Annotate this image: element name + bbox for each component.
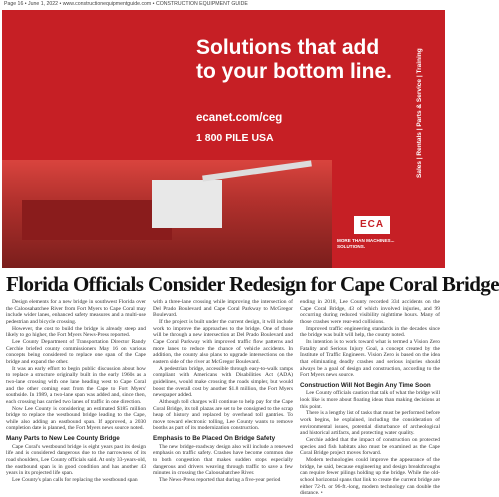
section-heading: Emphasis to Be Placed On Bridge Safety: [153, 435, 276, 443]
equipment-cab-shape: [152, 180, 222, 228]
section-heading: Construction Will Not Begin Any Time Soon: [300, 381, 431, 389]
article-paragraph: Lee County's plan calls for replacing the westbound span: [12, 476, 138, 483]
article-paragraph: Now Lee County is considering an estimated $185 million bridge to replace the westbound bridge leading to the Cape, while also adding an eastbound span. If approved, a 2030 completion date is planned, the Fort Myers news source noted.: [6, 405, 146, 432]
article-paragraph: The new bridge-roadway design also will include a renewed emphasis on traffic safety. Crashes have become common due to both congestion that makes sudden stops especially dangerous and drivers weaving through traffic to save a few minutes in crossing the Caloosahatchee River.: [153, 443, 293, 477]
article-paragraph: Design elements for a new bridge in southwest Florida over the Caloosahatchee River from Fort Myers to Cape Coral may include wider lanes, enhanced safety measures and a multi-use pedestrian and bicycle crossing.: [6, 299, 146, 325]
running-head: Page 16 • June 1, 2022 • www.constructionequipmentguide.com • CONSTRUCTION EQUIPMENT GUIDE: [4, 1, 248, 7]
article-paragraph: It was an early effort to begin public discussion about how to replace a structure originally built in the early 1960s as a two-lane crossing with one lane heading west to Cape Coral and the other coming east from the Cape to Fort Myers' southside. In 1989, a two-lane span was added and, since then, each crossing has carried two lanes of traffic in one direction.: [6, 365, 146, 405]
eca-logo: ECA: [354, 216, 390, 234]
equipment-photo: [2, 160, 332, 268]
article-paragraph: Improved traffic engineering standards in the decades since the bridge was built will help, the county noted.: [300, 325, 440, 339]
article-paragraph: Modern technologies could improve the appearance of the bridge, he said, because engineering and design breakthroughs can require fewer pilings holding up the bridge. While the old-school horizontal spans that link to create the current bridge are either 72-ft. or 96-ft.-long, modern technology can double the distance. •: [300, 456, 440, 497]
ad-phone-number: 1 800 PILE USA: [196, 132, 274, 144]
equipment-arm-shape: [202, 160, 312, 181]
article-column-2: [153, 299, 293, 484]
article-paragraph: There is a lengthy list of tasks that must be performed before work begins, he explained, including the consideration of environmental issues, potential disturbance of archeological and historical artifacts, and protecting water quality.: [300, 410, 440, 437]
article-paragraph: Although toll charges will continue to help pay for the Cape Coral Bridge, its toll plazas are set to be consigned to the scrap heap of history and replaced by overhead toll gantries. To move toward electronic tolling, Lee County wants to remove booths as part of its modernization construction.: [153, 398, 293, 432]
ad-services-list: Sales | Rentals | Parts & Service | Training: [416, 48, 423, 178]
section-heading: Many Parts to New Lee County Bridge: [6, 435, 120, 443]
article-paragraph: The News-Press reported that during a five-year period: [159, 476, 281, 483]
article-paragraph: Cerchie added that the impact of construction on protected species and fish habitats also must be examined as the Cape Coral Bridge project moves forward.: [300, 436, 440, 457]
article-paragraph: Lee County Department of Transportation Director Randy Cerchie briefed county commissioners May 16 on various concepts being considered to replace one span of the Cape bridge and expand the other.: [6, 338, 146, 365]
article-paragraph: Lee County officials caution that talk of what the bridge will look like is more about floating ideas than making decisions at this point.: [300, 390, 440, 410]
equipment-body-shape: [22, 200, 172, 240]
ad-tagline: MORE THAN MACHINES... SOLUTIONS.: [337, 238, 395, 249]
article-paragraph: If the project is built under the current design, it will include work to improve the approaches to the bridge. One of those will be through a new intersection at Del Prado Boulevard and Cape Coral Parkway with improved traffic flow patterns and more lanes to reduce the chance of vehicle accidents. In addition, the county also plans to upgrade intersections on the eastern side of the river at McGregor Boulevard.: [153, 318, 293, 365]
article-paragraph: However, the cost to build the bridge is already steep and likely to go higher, the Fort Myers News-Press reported.: [6, 325, 146, 339]
article-paragraph: ending in 2018, Lee County recorded 334 accidents on the Cape Coral Bridge, 43 of which involved injuries, and 99 occurring during reduced visibility nighttime hours. Many of those crashes were rear-end collisions.: [300, 299, 440, 325]
article-column-3: [300, 299, 440, 497]
article-title: Florida Officials Consider Redesign for Cape Coral Bridge: [6, 272, 499, 296]
ad-headline: Solutions that add to your bottom line.: [196, 36, 392, 83]
article-column-1: [6, 299, 146, 484]
article-paragraph: A pedestrian bridge, accessible through easy-to-walk ramps compliant with Americans with Disabilities Act (ADA) guidelines, would make crossing the roads simpler, but would boost the overall cost by another $1.8 million, the Fort Myers newspaper added.: [153, 365, 293, 399]
article-paragraph: with a three-lane crossing while improving the intersection of Del Prado Boulevard and Cape Coral Parkway to McGregor Boulevard.: [153, 299, 293, 319]
eca-advertisement[interactable]: [2, 10, 445, 268]
article-paragraph: Its intention is to work toward what is termed a Vision Zero Fatality and Serious Injury Goal, a concept created by the Institute of Traffic Engineers. Vision Zero is based on the idea that eliminating deadly crashes and serious injuries should always be a goal of design and construction, according to the Fort Myers news source.: [300, 338, 440, 379]
ad-url-link[interactable]: ecanet.com/ceg: [196, 112, 283, 124]
article-paragraph: Cape Coral's westbound bridge is eight years past its design life and is considered dangerous due to the narrowness of its road shoulders, Lee County officials said. At only 33-years-old, the eastbound span is in good condition and has another 43 years in its projected life span.: [6, 443, 146, 477]
